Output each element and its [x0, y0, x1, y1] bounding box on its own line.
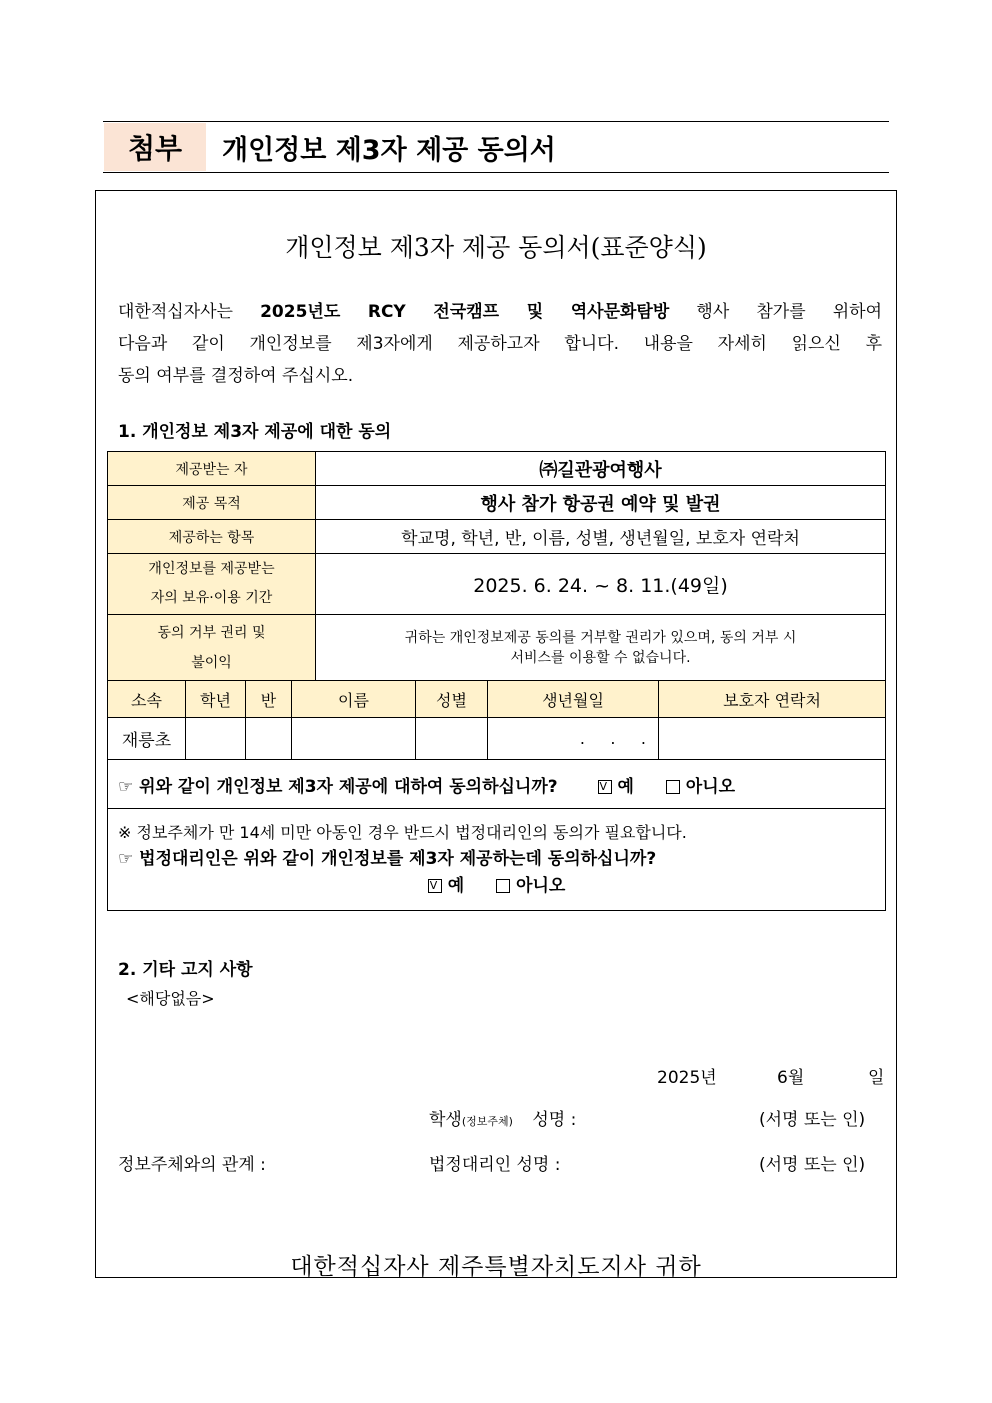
- intro-paragraph: [118, 296, 882, 392]
- col-school: 소속: [108, 681, 186, 718]
- guardian-signature-field[interactable]: (서명 또는 인): [759, 1155, 866, 1175]
- recipient-value: ㈜길관광여행사: [316, 452, 886, 486]
- q1-yes-checkbox[interactable]: [598, 780, 612, 794]
- q2-no-checkbox[interactable]: [496, 879, 510, 893]
- purpose-label: 제공 목적: [108, 486, 316, 520]
- section-1-heading: 1. 개인정보 제3자 제공에 대한 동의: [118, 422, 392, 442]
- student-signature-field[interactable]: (서명 또는 인): [759, 1110, 866, 1130]
- section-2-note: <해당없음>: [126, 989, 215, 1008]
- student-gender-field[interactable]: [416, 718, 488, 760]
- addressee-footer: 대한적십자사 제주특별자치도지사 귀하: [290, 1254, 702, 1280]
- q2-no-label: 아니오: [516, 876, 566, 896]
- guardian-question: ☞ 법정대리인은 위와 같이 개인정보를 제3자 제공하는데 동의하십니까?: [118, 849, 657, 869]
- col-name: 이름: [292, 681, 416, 718]
- date-year: 2025년: [657, 1068, 717, 1088]
- consent-table: [107, 451, 886, 911]
- guardian-consent-block: [108, 809, 886, 911]
- guardian-phone-field[interactable]: [659, 718, 886, 760]
- purpose-value: 행사 참가 항공권 예약 및 발권: [316, 486, 886, 520]
- refusal-value: 귀하는 개인정보제공 동의를 거부할 권리가 있으며, 동의 거부 시 서비스를 이용할 수 없습니다.: [316, 615, 886, 681]
- student-grade-field[interactable]: [186, 718, 246, 760]
- guardian-answer-options: [118, 873, 875, 900]
- retention-value: 2025. 6. 24. ~ 8. 11.(49일): [316, 554, 886, 615]
- student-class-field[interactable]: [246, 718, 292, 760]
- q1-no-label: 아니오: [685, 776, 736, 797]
- date-day: 일: [868, 1068, 885, 1088]
- intro-line-1: 대한적십자사는 2025년도 RCY 전국캠프 및 역사문화탐방 행사 참가를 위하여: [118, 302, 883, 322]
- student-name-field[interactable]: [292, 718, 416, 760]
- relation-label: 정보주체와의 관계 :: [118, 1155, 266, 1175]
- col-guardian-phone: 보호자 연락처: [659, 681, 886, 718]
- consent-question: ☞ 위와 같이 개인정보 제3자 제공에 대하여 동의하십니까?: [118, 776, 558, 797]
- q2-yes-label: 예: [447, 876, 465, 896]
- col-grade: 학년: [186, 681, 246, 718]
- guardian-signature-label: 법정대리인 성명 :: [429, 1155, 561, 1175]
- student-birthdate-field[interactable]: . . .: [488, 718, 659, 760]
- header-top-rule: [103, 121, 889, 122]
- col-birthdate: 생년월일: [488, 681, 659, 718]
- items-value: 학교명, 학년, 반, 이름, 성별, 생년월일, 보호자 연락처: [316, 520, 886, 554]
- q1-no-checkbox[interactable]: [666, 780, 680, 794]
- col-gender: 성별: [416, 681, 488, 718]
- document-title: 개인정보 제3자 제공 동의서: [222, 134, 556, 166]
- items-label: 제공하는 항목: [108, 520, 316, 554]
- consent-question-row: [108, 760, 886, 809]
- form-title: 개인정보 제3자 제공 동의서(표준양식): [285, 233, 707, 262]
- guardian-notice: ※ 정보주체가 만 14세 미만 아동인 경우 반드시 법정대리인의 동의가 필요합니다.: [118, 823, 687, 842]
- q1-yes-label: 예: [617, 776, 634, 797]
- intro-line-3: 동의 여부를 결정하여 주십시오.: [118, 366, 354, 386]
- col-class: 반: [246, 681, 292, 718]
- header-bottom-rule: [103, 172, 889, 173]
- refusal-label: 동의 거부 권리 및 불이익: [108, 615, 316, 681]
- section-2-heading: 2. 기타 고지 사항: [118, 960, 253, 980]
- student-school: 재릉초: [108, 718, 186, 760]
- attachment-tag: 첨부: [104, 123, 206, 171]
- intro-line-2: 다음과 같이 개인정보를 제3자에게 제공하고자 합니다. 내용을 자세히 읽으신 후: [118, 334, 882, 354]
- date-month: 6월: [777, 1068, 805, 1088]
- q2-yes-checkbox[interactable]: [428, 879, 442, 893]
- student-signature-label: 학생(정보주체) 성명 :: [429, 1110, 577, 1130]
- recipient-label: 제공받는 자: [108, 452, 316, 486]
- retention-label: 개인정보를 제공받는 자의 보유·이용 기간: [108, 554, 316, 615]
